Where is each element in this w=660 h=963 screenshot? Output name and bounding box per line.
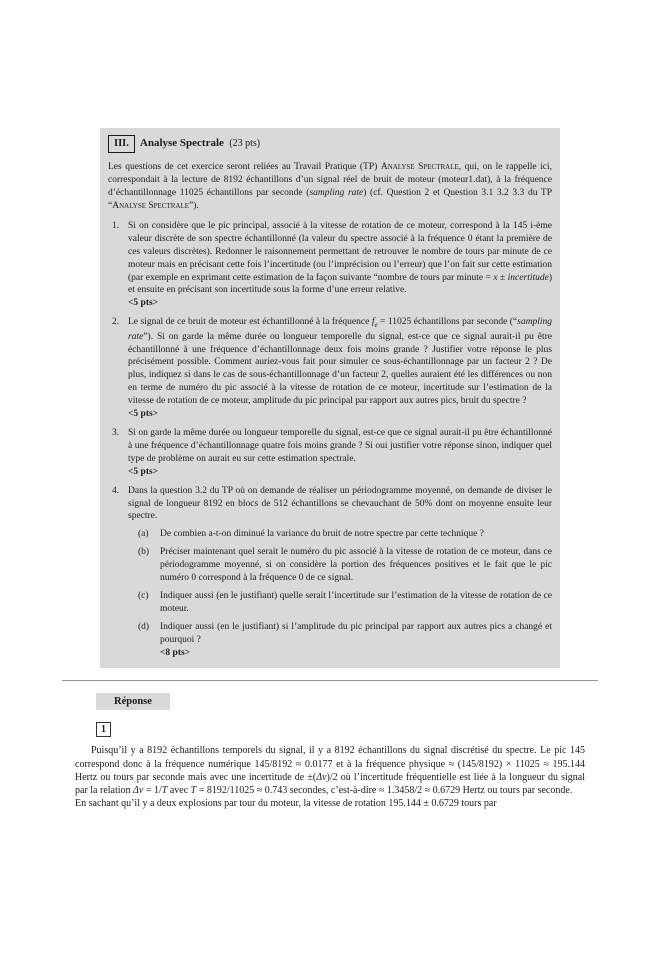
question-number: 1. (112, 220, 120, 231)
question-points: <5 pts> (128, 409, 159, 420)
question-text: Le signal de ce bruit de moteur est échantillonné à la fréquence $f_e = 11025$ échantillons par seconde (“sampling rate”). Si on garde la même durée ou longueur temporelle du signal, est-ce que ce signal aurait-il pu être échantillonné à une fréquence d’échantillonnage deux fois moins grande ? Justifier votre réponse le plus précisément possible. Comment auriez-vous fait pour simuler ce sous-échantillonnage par un facteur 2 ? De plus, indiquez si dans le cas de sous-échantillonnage d’un facteur 2, quelles auraient été les différences ou non en terme de numéro du pic associé à la vitesse de rotation de ce moteur, incertitude sur l’estimation de la vitesse de rotation de ce moteur, amplitude du pic principal par rapport aux autres pics, bruit du spectre ? (128, 317, 552, 407)
subquestion-text: De combien a-t-on diminué la variance du bruit de notre spectre par cette technique ? (160, 529, 484, 540)
question-body (128, 485, 552, 660)
answer-number-box: 1 (96, 722, 111, 737)
question-number: 4. (112, 485, 120, 496)
subquestion-text: Indiquer aussi (en le justifiant) si l’amplitude du pic principal par rapport aux autres pics a changé et pourquoi ? (160, 621, 552, 645)
subquestion-text: Préciser maintenant quel serait le numéro du pic associé à la vitesse de rotation de ce moteur, dans ce périodogramme moyenné, si on considère la portion des fréquences positives et le fait que le pic numéro 0 correspond à la fréquence 0 de ce signal. (160, 547, 552, 584)
exercise-number-box: III. (108, 135, 135, 153)
exercise-header (108, 135, 552, 153)
answer-text (75, 744, 585, 810)
question-item-1 (112, 220, 552, 310)
answer-paragraph-2: En sachant qu’il y a deux explosions par tour du moteur, la vitesse de rotation 195.144 ± 0.6729 tours par (75, 798, 497, 810)
exercise-intro: Les questions de cet exercice seront reliées au Travail Pratique (TP) Analyse Spectrale, qui, on le rappelle ici, correspondait à la lecture de 8192 échantillons d’un signal réel de bruit de moteur (moteur1.dat), à la fréquence d’échantillonnage 11025 échantillons par seconde (sampling rate) (cf. Question 2 et Question 3.1 3.2 3.3 du TP “Analyse Spectrale”). (108, 162, 552, 211)
separator-rule (62, 680, 598, 681)
subquestion-label: (d) (138, 621, 150, 632)
subquestion-text: Indiquer aussi (en le justifiant) quelle serait l’incertitude sur l’estimation de la vitesse de rotation de ce moteur. (160, 590, 552, 614)
question-item-4 (112, 485, 552, 660)
exercise-title: Analyse Spectrale (139, 137, 224, 149)
response-label: Réponse (96, 693, 170, 710)
subquestion-label: (c) (138, 590, 149, 601)
subquestion-points: <8 pts> (160, 647, 191, 658)
question-item-2 (112, 316, 552, 421)
question-text: Si on considère que le pic principal, associé à la vitesse de rotation de ce moteur, correspond à la 145 i-ème valeur discrète de son spectre échantillonné (la valeur du spectre associé à la fréquence 0 étant la première de ces valeurs discrètes). Redonner le raisonnement permettant de retrouver le nombre de tours par minute de ce moteur mais en précisant cette fois l’incertitude (ou l’imprécision ou l’erreur) que l’on fait sur cette estimation (par exemple en exprimant cette estimation de la façon suivante “nombre de tours par minute = x ± incertitude) et ensuite en précisant son incertitude sous la forme d’une erreur relative. (128, 220, 552, 296)
subquestion-item-c (138, 590, 552, 616)
question-number: 2. (112, 317, 120, 328)
exercise-statement-box (100, 128, 560, 668)
question-number: 3. (112, 427, 120, 438)
question-text: Dans la question 3.2 du TP où on demande de réaliser un périodogramme moyenné, on demande de diviser le signal de longueur 8192 en blocs de 512 échantillons se chevauchant de 50% dont on moyenne ensuite leur spectre. (128, 485, 552, 522)
question-points: <5 pts> (128, 298, 159, 309)
question-body (128, 316, 552, 421)
exercise-total-points: (23 pts) (229, 138, 261, 149)
answer-paragraph-1: Puisqu’il y a 8192 échantillons temporels du signal, il y a 8192 échantillons du signal discrétisé du spectre. Le pic 145 correspond donc à la fréquence numérique 145/8192 ≈ 0.0177 et à la fréquence physique ≈ (145/8192) × 11025 ≈ 195.144 Hertz ou tours par seconde mais avec une incertitude de ±(Δν)/2 où l’incertitude fréquentielle est liée à la longueur du signal par la relation Δν = 1/T avec T = 8192/11025 ≈ 0.743 secondes, c’est-à-dire ≈ 1.3458/2 ≈ 0.6729 Hertz ou tours par seconde. (75, 745, 586, 797)
answer-number-row (96, 719, 660, 737)
response-section (96, 691, 660, 710)
subquestion-label: (a) (138, 529, 149, 540)
subquestion-item-d (138, 621, 552, 660)
question-list (108, 220, 552, 660)
subquestion-label: (b) (138, 547, 150, 558)
question-text: Si on garde la même durée ou longueur temporelle du signal, est-ce que ce signal aurait-il pu être échantillonné à une fréquence d’échantillonnage quatre fois moins grande ? Si oui justifier votre réponse sinon, indiquer quel type de problème on aurait eu sur cette estimation spectrale. (128, 427, 552, 464)
subquestion-item-a (138, 528, 552, 541)
question-body (128, 220, 552, 310)
question-points: <5 pts> (128, 466, 159, 477)
question-item-3 (112, 427, 552, 479)
question-body (128, 427, 552, 479)
subquestion-body (160, 621, 552, 660)
subquestion-item-b (138, 546, 552, 585)
